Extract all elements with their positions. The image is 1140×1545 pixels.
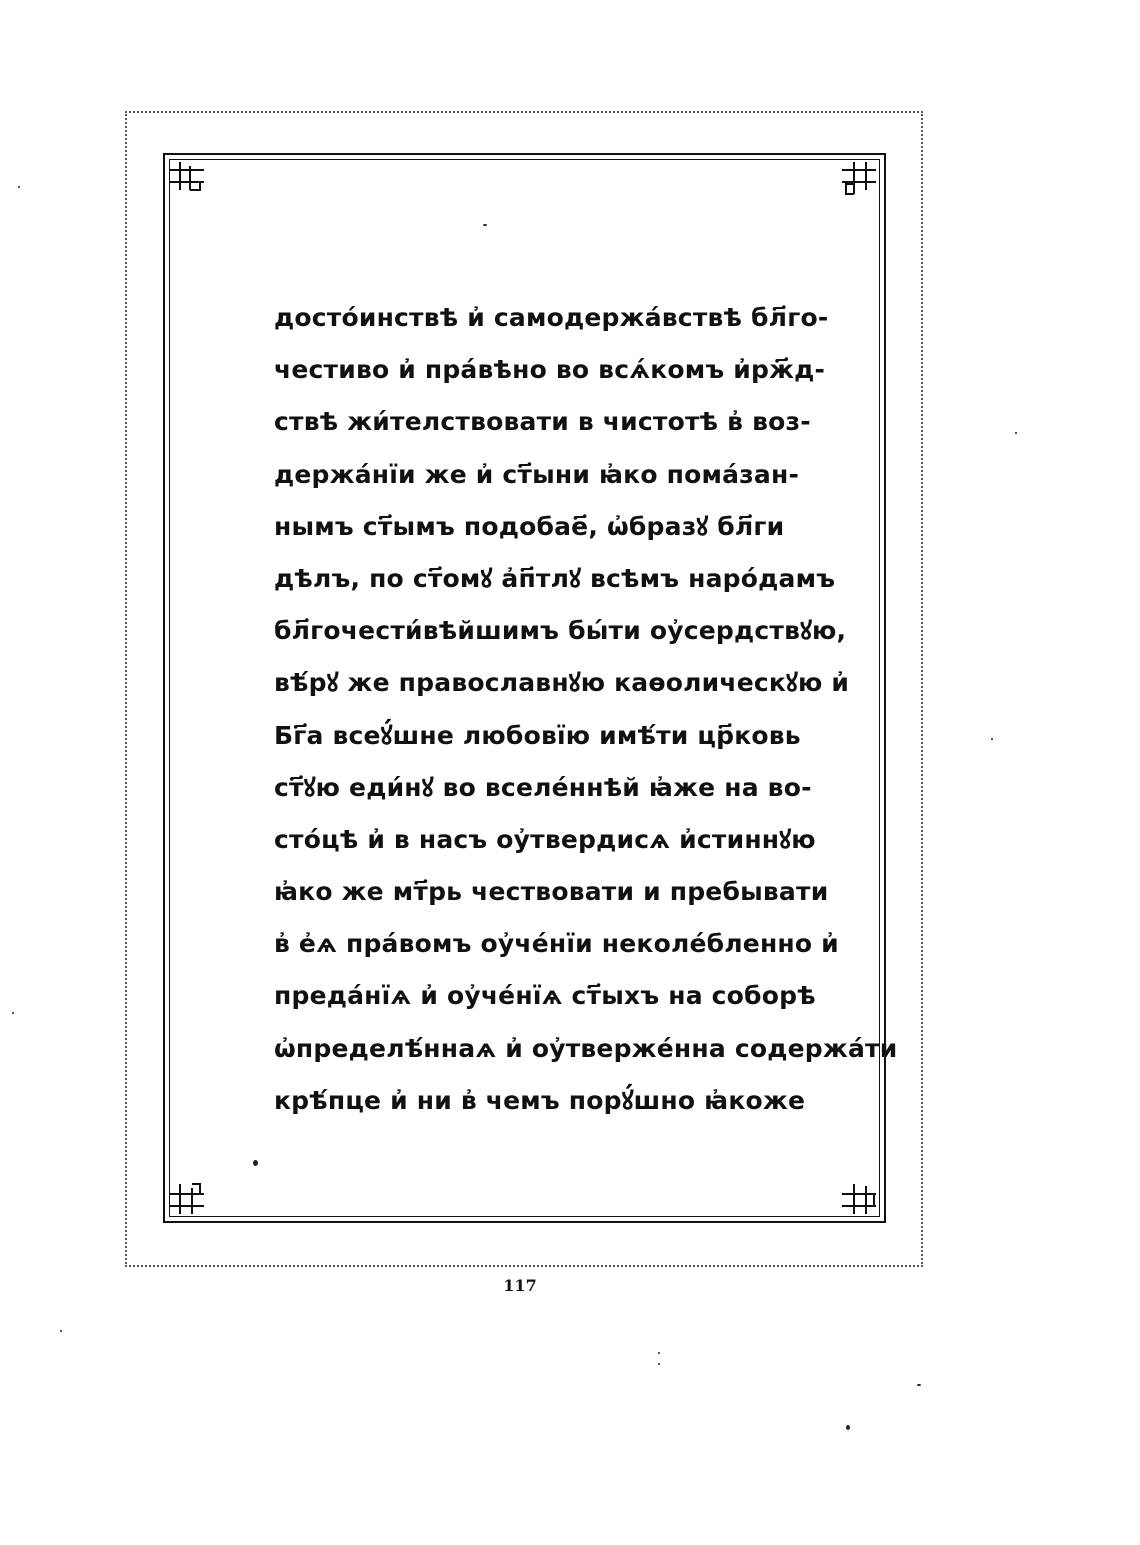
text-line: в҆ е҆ѧ прáвомъ оу҆че́нїи неколе́бленно и҆ bbox=[274, 929, 839, 959]
text-line: достóинствѣ и҆ самодержáвствѣ бл҃го- bbox=[274, 303, 829, 332]
text-line: честиво и҆ прáвѣно во всѧ́комъ и҆рж҃д- bbox=[274, 355, 826, 385]
scan-speck bbox=[60, 1330, 62, 1332]
scan-speck bbox=[12, 1012, 14, 1014]
scan-speck bbox=[658, 1363, 660, 1365]
church-slavonic-text bbox=[274, 292, 898, 1127]
text-line: предáнїѧ и҆ оу҆че́нїѧ ст҃ыхъ на соборѣ bbox=[274, 981, 816, 1011]
page-number: 117 bbox=[503, 1276, 537, 1295]
scan-speck bbox=[253, 1160, 258, 1166]
text-line: бл҃гочести́вѣйшимъ бы́ти оу҆сердствꙋю, bbox=[274, 616, 847, 646]
scan-speck bbox=[483, 224, 487, 226]
scan-speck bbox=[917, 1384, 921, 1386]
scan-speck bbox=[1015, 432, 1017, 434]
text-line: нымъ ст҃ымъ подобае҃, ѡ҆бразꙋ бл҃ги bbox=[274, 511, 785, 541]
scan-speck bbox=[846, 1425, 850, 1430]
text-line: держáнїи же и҆ ст҃ыни ꙗ҆ко помáзан- bbox=[274, 459, 800, 489]
text-line: ꙗ҆ко же мт҃рь чествовати и пребывати bbox=[274, 877, 829, 907]
corner-ornament-bottom-right-icon bbox=[840, 1178, 878, 1216]
text-line: дѣлъ, по ст҃омꙋ а҆п҃тлꙋ всѣмъ нарóдамъ bbox=[274, 563, 836, 593]
corner-ornament-top-left-icon bbox=[168, 160, 206, 198]
scan-speck bbox=[658, 1352, 660, 1354]
text-line: стóцѣ и҆ в насъ оу҆твердисѧ и҆стиннꙋю bbox=[274, 824, 816, 854]
text-line: Бг҃а всеꙋ́шне любовїю имѣ́ти цр҃ковь bbox=[274, 720, 801, 750]
text-line: ст҃ꙋю еди́нꙋ во вселе́ннѣй ꙗ҆же на во- bbox=[274, 772, 812, 802]
corner-ornament-top-right-icon bbox=[840, 160, 878, 198]
text-line: ѡ҆пределѣ́ннаѧ и҆ оу҆твержéнна содержáти bbox=[274, 1033, 898, 1063]
text-line: ствѣ жи́телствовати в чистотѣ в҆ воз- bbox=[274, 407, 811, 437]
scan-speck bbox=[18, 186, 20, 188]
text-line: крѣ́пце и҆ ни в҆ чемъ порꙋ́шно ꙗ҆коже bbox=[274, 1085, 806, 1115]
scan-speck bbox=[991, 738, 993, 740]
corner-ornament-bottom-left-icon bbox=[168, 1178, 206, 1216]
text-line: вѣ́рꙋ же православнꙋю каѳолическꙋю и҆ bbox=[274, 668, 850, 698]
